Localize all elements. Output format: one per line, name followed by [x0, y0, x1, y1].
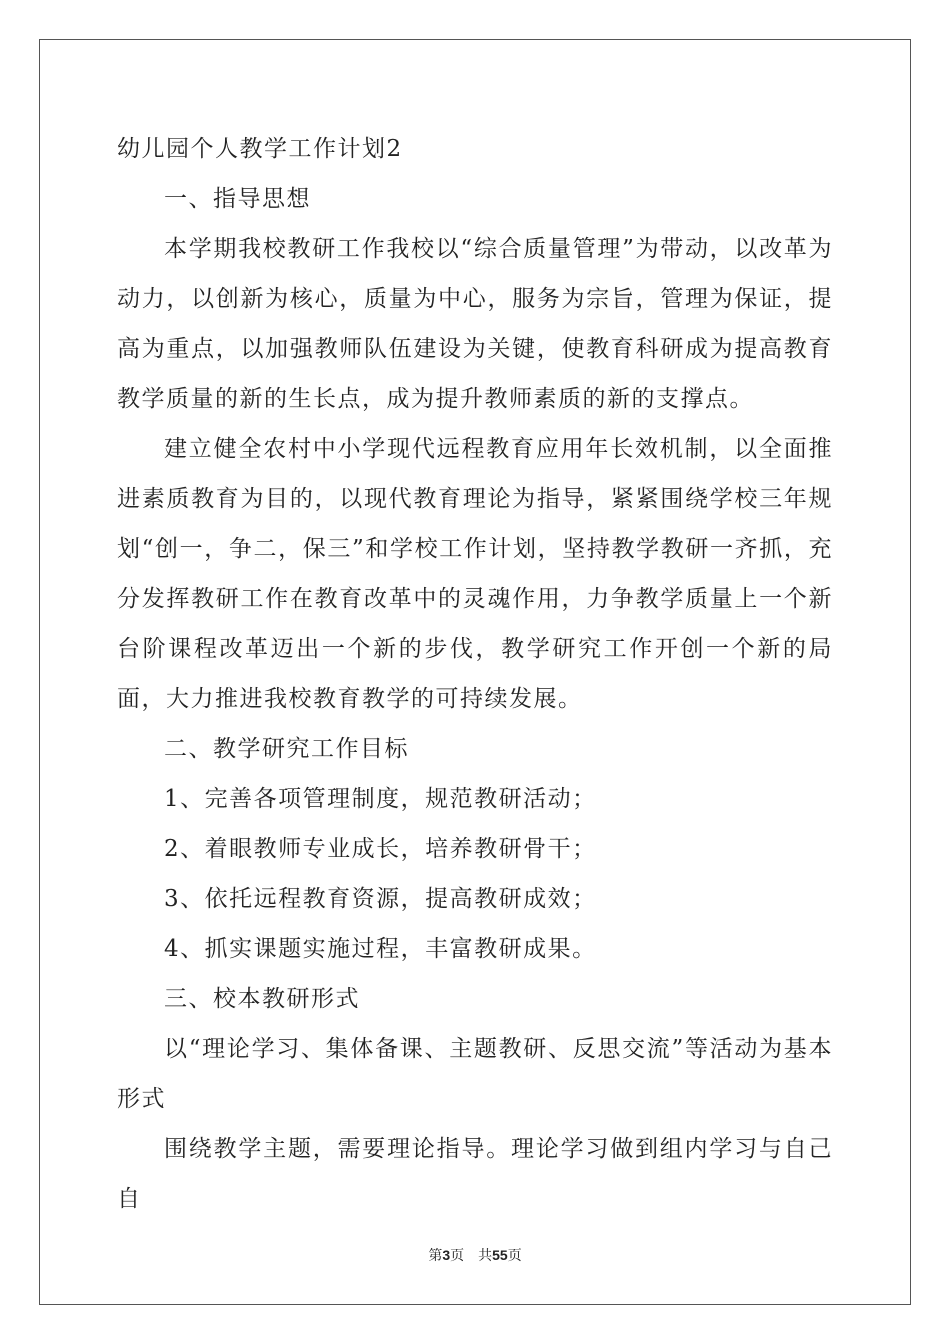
paragraph: 4、抓实课题实施过程，丰富教研成果。 — [164, 936, 597, 962]
page-footer — [0, 1245, 950, 1265]
document-body — [117, 124, 833, 1224]
paragraph-list — [117, 174, 833, 1224]
paragraph: 一、指导思想 — [164, 186, 311, 212]
paragraph: 建立健全农村中小学现代远程教育应用年长效机制，以全面推进素质教育为目的，以现代教育理论为指导，紧紧围绕学校三年规划“创一，争二，保三”和学校工作计划，坚持教学教研一齐抓，充分发挥教研工作在教育改革中的灵魂作用，力争教学质量上一个新台阶课程改革迈出一个新的步伐，教学研究工作开创一个新的局面，大力推进我校教育教学的可持续发展。 — [117, 436, 833, 712]
paragraph: 三、校本教研形式 — [164, 986, 360, 1012]
footer-page-suffix: 页 — [450, 1248, 465, 1264]
paragraph: 2、着眼教师专业成长，培养教研骨干； — [164, 836, 597, 862]
document-title: 幼儿园个人教学工作计划2 — [117, 136, 403, 162]
footer-total-prefix: 共 — [478, 1248, 493, 1264]
paragraph: 3、依托远程教育资源，提高教研成效； — [164, 886, 597, 912]
paragraph: 以“理论学习、集体备课、主题教研、反思交流”等活动为基本形式 — [117, 1036, 833, 1112]
paragraph: 1、完善各项管理制度，规范教研活动； — [164, 786, 597, 812]
footer-page-number: 3 — [442, 1247, 451, 1263]
paragraph: 二、教学研究工作目标 — [164, 736, 409, 762]
footer-page-prefix: 第 — [428, 1248, 443, 1264]
paragraph: 本学期我校教研工作我校以“综合质量管理”为带动，以改革为动力，以创新为核心，质量为中心，服务为宗旨，管理为保证，提高为重点，以加强教师队伍建设为关键，使教育科研成为提高教育教学质量的新的生长点，成为提升教师素质的新的支撑点。 — [117, 236, 833, 412]
paragraph: 围绕教学主题，需要理论指导。理论学习做到组内学习与自己自 — [117, 1136, 833, 1212]
footer-total-suffix: 页 — [507, 1248, 522, 1264]
footer-total-pages: 55 — [492, 1247, 508, 1263]
